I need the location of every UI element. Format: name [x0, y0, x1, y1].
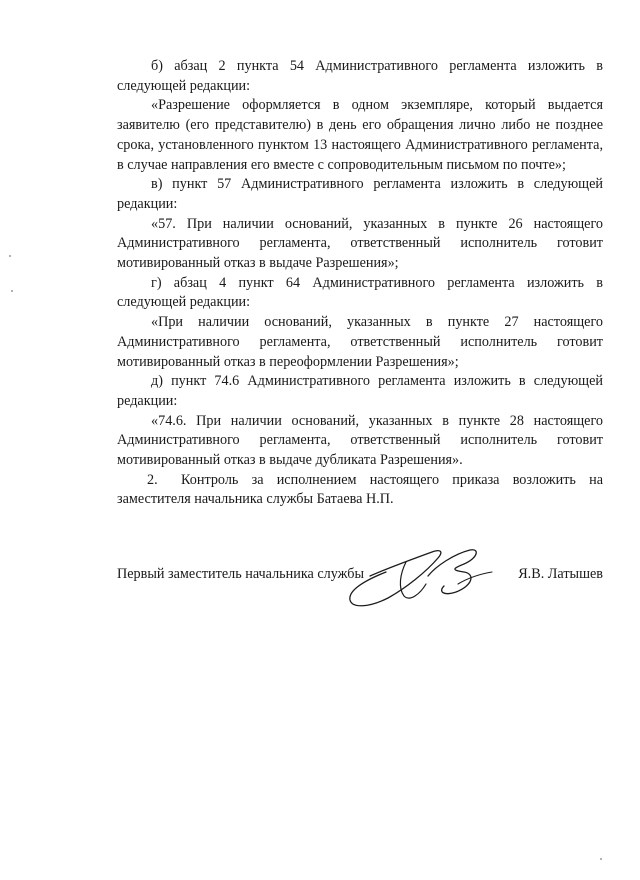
item-number: 2. [147, 471, 158, 488]
paragraph-amendment-d: д) пункт 74.6 Административного регламента изложить в следующей редакции: [117, 373, 603, 409]
scan-speck [11, 290, 13, 292]
paragraph-amendment-b: б) абзац 2 пункта 54 Административного регламента изложить в следующей редакции: [117, 58, 603, 94]
paragraph-amendment-v: в) пункт 57 Административного регламента изложить в следующей редакции: [117, 176, 603, 212]
scan-speck [9, 255, 11, 257]
paragraph-amendment-g: г) абзац 4 пункт 64 Административного регламента изложить в следующей редакции: [117, 274, 603, 311]
scan-speck [600, 858, 602, 860]
numbered-item-2 [117, 471, 603, 510]
signatory-title: Первый заместитель начальника службы [117, 566, 365, 582]
paragraph-quote-74-6: «74.6. При наличии оснований, указанных в пункте 28 настоящего Административного регламента, ответственный исполнитель готовит мотивированный отказ в выдаче дубликата Разрешения». [117, 412, 603, 469]
handwritten-signature [340, 540, 505, 615]
paragraph-quote-permit-issue: «Разрешение оформляется в одном экземпляре, который выдается заявителю (его представителю) в день его обращения лично либо не позднее срока, установленного пунктом 13 настоящего Административного регламента, в случае направления его вместе с сопроводительным письмом по почте»; [117, 97, 603, 173]
item-text: Контроль за исполнением настоящего приказа возложить на заместителя начальника службы Батаева Н.П. [117, 471, 603, 508]
paragraph-quote-57: «57. При наличии оснований, указанных в пункте 26 настоящего Административного регламента, ответственный исполнитель готовит мотивированный отказ в выдаче Разрешения»; [117, 215, 603, 272]
document-body [117, 57, 603, 510]
signatory-name: Я.В. Латышев [518, 566, 603, 582]
paragraph-quote-reissue-refusal: «При наличии оснований, указанных в пункте 27 настоящего Административного регламента, ответственный исполнитель готовит мотивированный отказ в переоформлении Разрешения»; [117, 314, 603, 370]
